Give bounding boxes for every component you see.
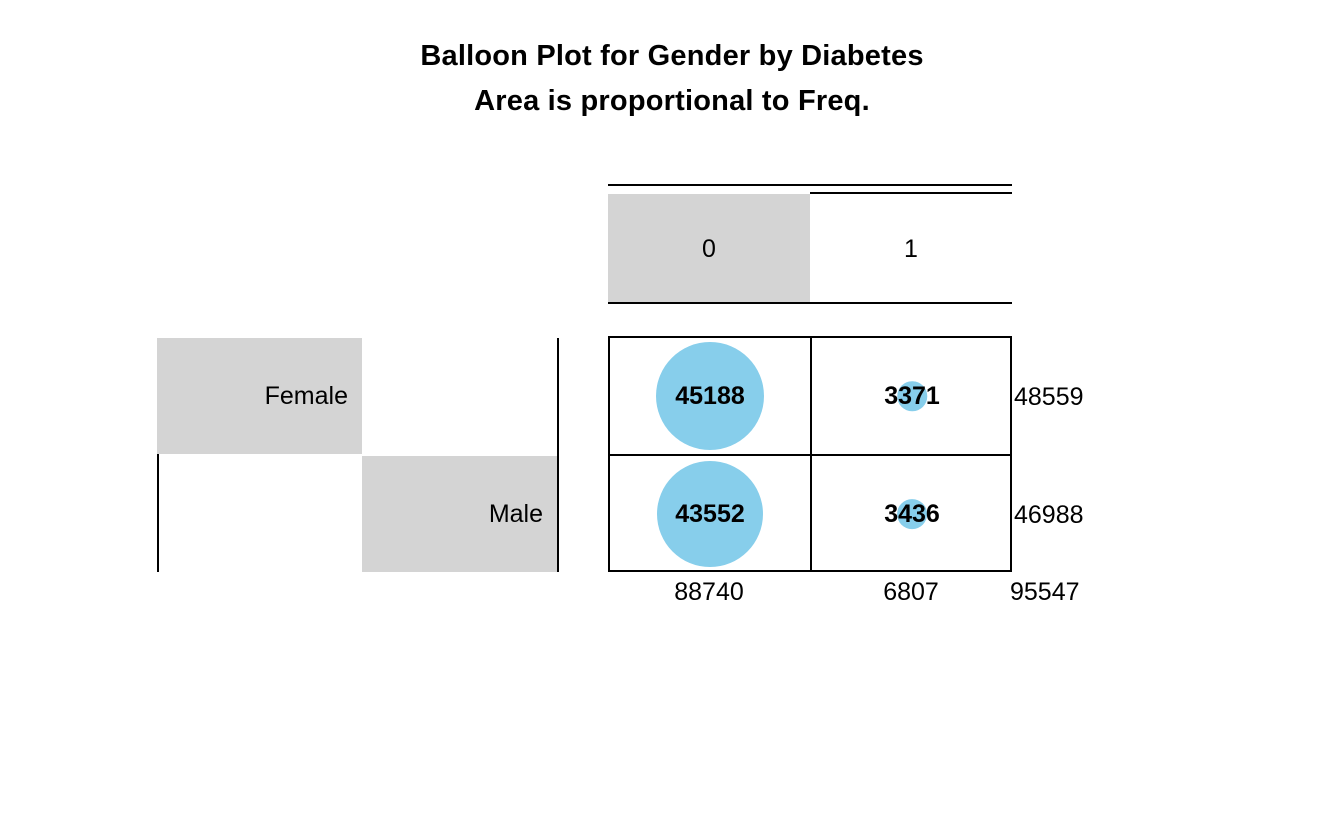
chart-title-line1: Balloon Plot for Gender by Diabetes [420,40,924,72]
cell-female-1-value: 3371 [884,381,940,410]
chart-title [0,34,1344,124]
column-header-top-rule [608,184,1012,186]
column-header-1 [810,194,1012,304]
grand-total: 95547 [1010,578,1080,606]
cell-male-1-value: 3436 [884,499,940,528]
column-total-0: 88740 [674,578,744,606]
column-total-1: 6807 [883,578,939,606]
column-header-1-label: 1 [904,234,918,263]
cell-female-1[interactable] [812,338,1012,454]
cell-male-0[interactable] [610,456,810,572]
row-header-left-rule [157,454,159,572]
row-header-female-label: Female [264,381,348,410]
plot-grid [608,336,1012,572]
row-total-male: 46988 [1014,501,1084,529]
row-header-female-pad [362,338,559,454]
column-header-0-label: 0 [702,234,716,263]
cell-male-1[interactable] [812,456,1012,572]
row-header-female [157,338,362,454]
column-header-0 [608,194,810,304]
cell-male-0-value: 43552 [675,499,745,528]
cell-female-0[interactable] [610,338,810,454]
chart-subtitle: Area is proportional to Freq. [474,85,870,117]
row-header-male-label: Male [488,499,543,528]
cell-female-0-value: 45188 [675,381,745,410]
row-header-male-text [157,456,557,572]
row-header-right-rule [557,338,559,572]
row-total-female: 48559 [1014,383,1084,411]
column-header-bottom-rule [608,302,1012,304]
